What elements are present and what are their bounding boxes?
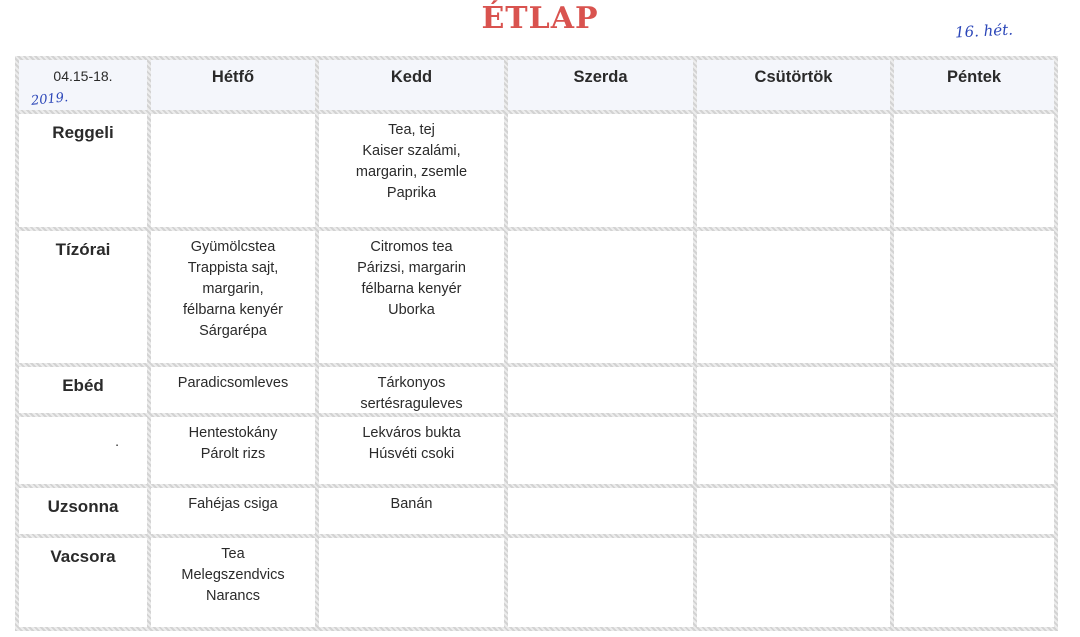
menu-item: Húsvéti csoki <box>368 446 455 462</box>
menu-item: Tea, tej <box>388 122 435 138</box>
menu-item: Uborka <box>388 302 435 318</box>
menu-cell-tuesday <box>319 231 504 363</box>
menu-cell-wednesday <box>508 417 693 484</box>
meal-label: Ebéd <box>19 367 147 413</box>
menu-item: sertésraguleves <box>360 396 463 412</box>
menu-cell-wednesday <box>508 231 693 363</box>
date-range: 04.15-18. <box>53 68 113 84</box>
menu-item: Hentestokány <box>188 425 278 441</box>
menu-item: Lekváros bukta <box>362 425 461 441</box>
menu-cell-friday <box>894 367 1054 413</box>
menu-cell-thursday <box>697 114 890 227</box>
menu-item: margarin, <box>202 281 264 297</box>
meal-label: Reggeli <box>19 114 147 227</box>
menu-item: Narancs <box>206 588 260 604</box>
menu-item: Citromos tea <box>370 239 453 255</box>
menu-cell-tuesday <box>319 114 504 227</box>
menu-cell-wednesday <box>508 114 693 227</box>
meal-label: Tízórai <box>19 231 147 363</box>
menu-cell-friday <box>894 114 1054 227</box>
menu-cell-tuesday <box>319 538 504 627</box>
menu-cell-tuesday <box>319 488 504 534</box>
menu-item: Banán <box>390 496 433 512</box>
menu-cell-tuesday <box>319 417 504 484</box>
day-header-tuesday: Kedd <box>319 60 504 110</box>
menu-item: Melegszendvics <box>181 567 285 583</box>
meal-label: Vacsora <box>19 538 147 627</box>
menu-cell-friday <box>894 488 1054 534</box>
menu-cell-monday <box>151 538 315 627</box>
menu-item: Trappista sajt, <box>187 260 279 276</box>
menu-cell-monday <box>151 367 315 413</box>
menu-cell-friday <box>894 538 1054 627</box>
menu-cell-tuesday <box>319 367 504 413</box>
menu-item: Paradicsomleves <box>177 375 289 391</box>
menu-cell-wednesday <box>508 538 693 627</box>
menu-item: Fahéjas csiga <box>188 496 278 512</box>
menu-cell-monday <box>151 417 315 484</box>
page-title: ÉTLAP <box>481 1 599 36</box>
menu-item: félbarna kenyér <box>361 281 462 297</box>
menu-item: félbarna kenyér <box>183 302 283 318</box>
menu-item: margarin, zsemle <box>355 164 468 180</box>
menu-item: Tárkonyos <box>377 375 446 391</box>
menu-cell-monday <box>151 488 315 534</box>
menu-cell-friday <box>894 417 1054 484</box>
menu-cell-wednesday <box>508 488 693 534</box>
handwritten-year-note: 2019. <box>30 90 69 109</box>
menu-cell-thursday <box>697 367 890 413</box>
menu-cell-thursday <box>697 417 890 484</box>
menu-cell-wednesday <box>508 367 693 413</box>
menu-cell-monday <box>151 114 315 227</box>
menu-item: Párolt rizs <box>200 446 266 462</box>
handwritten-week-note: 16. hét. <box>954 20 1014 42</box>
menu-item: Párizsi, margarin <box>357 260 466 276</box>
menu-item: Paprika <box>386 185 437 201</box>
menu-cell-monday <box>151 231 315 363</box>
menu-cell-thursday <box>697 538 890 627</box>
day-header-monday: Hétfő <box>151 60 315 110</box>
menu-table <box>15 56 1058 631</box>
day-header-wednesday: Szerda <box>508 60 693 110</box>
menu-item: Kaiser szalámi, <box>362 143 461 159</box>
day-header-thursday: Csütörtök <box>697 60 890 110</box>
menu-cell-thursday <box>697 231 890 363</box>
day-header-friday: Péntek <box>894 60 1054 110</box>
menu-item: Gyümölcstea <box>190 239 276 255</box>
menu-item: Sárgarépa <box>199 323 267 339</box>
menu-cell-thursday <box>697 488 890 534</box>
menu-cell-friday <box>894 231 1054 363</box>
meal-label: Uzsonna <box>19 488 147 534</box>
meal-label: . <box>19 417 147 484</box>
menu-item: Tea <box>221 546 245 562</box>
